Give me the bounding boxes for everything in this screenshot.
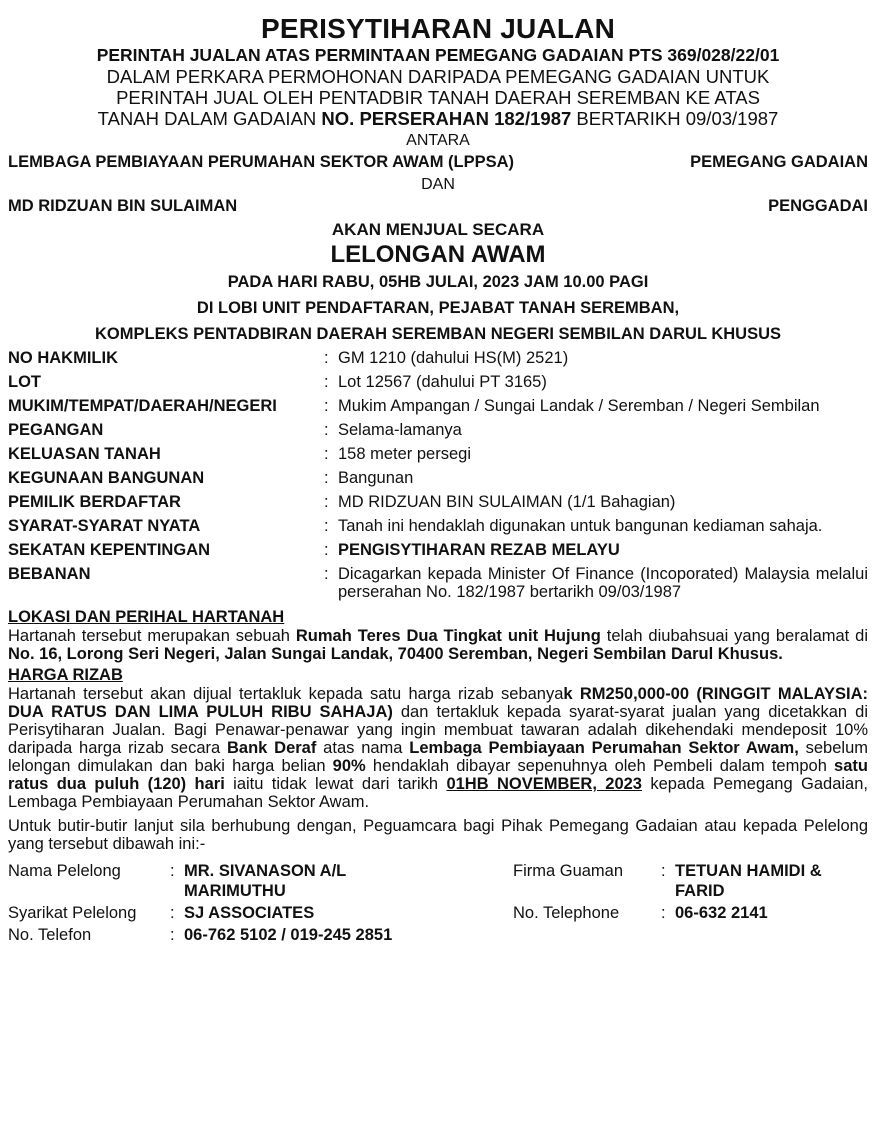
property-label: MUKIM/TEMPAT/DAERAH/NEGERI	[8, 397, 277, 415]
property-row-pegangan	[8, 421, 868, 439]
contact-row-no-telefon	[8, 925, 513, 945]
party-2-row	[8, 195, 868, 217]
colon: :	[324, 397, 329, 415]
colon: :	[661, 862, 666, 880]
harga-text-5: hendaklah dibayar sepenuhnya oleh Pembeli dalam tempoh	[365, 757, 835, 775]
balance-percent: 90%	[332, 757, 366, 775]
contact-value: SJ ASSOCIATES	[184, 904, 315, 922]
contact-value: 06-762 5102 / 019-245 2851	[184, 926, 393, 944]
property-label: PEGANGAN	[8, 421, 104, 439]
contact-row-firma-guaman	[513, 861, 868, 901]
harga-text-3: atas nama	[316, 739, 410, 757]
property-label: KEGUNAAN BANGUNAN	[8, 469, 205, 487]
property-value: Mukim Ampangan / Sungai Landak / Seremban / Negeri Sembilan	[338, 397, 820, 415]
colon: :	[324, 373, 329, 391]
property-value: PENGISYTIHARAN REZAB MELAYU	[338, 541, 620, 559]
property-label: LOT	[8, 373, 41, 391]
property-label: PEMILIK BERDAFTAR	[8, 493, 181, 511]
contact-label: No. Telephone	[513, 904, 620, 922]
property-value: Lot 12567 (dahului PT 3165)	[338, 373, 547, 391]
contact-value: TETUAN HAMIDI & FARID	[675, 862, 822, 900]
party-2-role: PENGGADAI	[768, 197, 868, 215]
harga-heading: HARGA RIZAB	[8, 666, 123, 684]
property-row-lot	[8, 373, 868, 391]
auctioneer-contacts	[8, 861, 513, 947]
lokasi-paragraph	[8, 627, 868, 663]
colon: :	[324, 541, 329, 559]
akan-menjual-line: AKAN MENJUAL SECARA	[331, 220, 545, 239]
auction-date: PADA HARI RABU, 05HB JULAI, 2023 JAM 10.00 PAGI	[227, 273, 649, 291]
property-value: Dicagarkan kepada Minister Of Finance (Incoporated) Malaysia melalui perserahan No. 182/1987 bertarikh 09/03/1987	[338, 565, 868, 601]
reserve-price: k RM250,000-00 (RINGGIT MALAYSIA: DUA RATUS DAN LIMA PULUH RIBU SAHAJA)	[8, 685, 868, 721]
colon: :	[170, 862, 175, 880]
property-value: MD RIDZUAN BIN SULAIMAN (1/1 Bahagian)	[338, 493, 676, 511]
colon: :	[324, 445, 329, 463]
harga-text-6: iaitu tidak lewat dari tarikh	[224, 775, 447, 793]
auction-notice	[8, 0, 868, 947]
contact-row-syarikat-pelelong	[8, 903, 513, 923]
document-title: PERISYTIHARAN JUALAN	[260, 13, 616, 44]
colon: :	[324, 421, 329, 439]
colon: :	[324, 517, 329, 535]
property-label: BEBANAN	[8, 565, 91, 583]
contact-row-no-telephone	[513, 903, 868, 923]
colon: :	[170, 904, 175, 922]
description-line-3	[8, 108, 868, 129]
party-1-name: LEMBAGA PEMBIAYAAN PERUMAHAN SEKTOR AWAM (LPPSA)	[8, 153, 515, 171]
order-line: PERINTAH JUALAN ATAS PERMINTAAN PEMEGANG GADAIAN PTS 369/028/22/01	[96, 45, 780, 65]
property-row-bebanan	[8, 565, 868, 601]
party-2-name: MD RIDZUAN BIN SULAIMAN	[8, 197, 238, 215]
colon: :	[324, 469, 329, 487]
colon: :	[661, 904, 666, 922]
property-row-sekatan-kepentingan	[8, 541, 868, 559]
contact-label: Nama Pelelong	[8, 862, 121, 880]
lokasi-heading: LOKASI DAN PERIHAL HARTANAH	[8, 608, 285, 626]
property-details	[8, 349, 868, 601]
lokasi-text-1: Hartanah tersebut merupakan sebuah	[8, 627, 296, 645]
contact-label: Firma Guaman	[513, 862, 624, 880]
payment-deadline: 01HB NOVEMBER, 2023	[446, 775, 642, 793]
contact-row-nama-pelelong	[8, 861, 513, 901]
lawyer-contacts	[513, 861, 868, 947]
property-value: Tanah ini hendaklah digunakan untuk bangunan kediaman sahaja.	[338, 517, 823, 535]
property-value: GM 1210 (dahului HS(M) 2521)	[338, 349, 569, 367]
harga-text-7: kepada Pemegang Gadaian, Lembaga Pembiayaan Perumahan Sektor Awam.	[8, 775, 868, 811]
contact-intro: Untuk butir-butir lanjut sila berhubung dengan, Peguamcara bagi Pihak Pemegang Gadaian atau kepada Pelelong yang tersebut dibawah ini:-	[8, 817, 868, 853]
property-label: SYARAT-SYARAT NYATA	[8, 517, 201, 535]
property-row-keluasan-tanah	[8, 445, 868, 463]
party-1-role: PEMEGANG GADAIAN	[690, 153, 868, 171]
payee-name: Lembaga Pembiayaan Perumahan Sektor Awam,	[409, 739, 799, 757]
bank-draft: Bank Deraf	[227, 739, 317, 757]
property-row-mukim-tempat-daerah-negeri	[8, 397, 868, 415]
dan-label: DAN	[421, 176, 455, 193]
property-type: Rumah Teres Dua Tingkat unit Hujung	[295, 627, 601, 645]
description-text: TANAH DALAM GADAIAN	[97, 108, 322, 129]
property-label: SEKATAN KEPENTINGAN	[8, 541, 210, 559]
property-row-syarat-syarat-nyata	[8, 517, 868, 535]
property-row-pemilik-berdaftar	[8, 493, 868, 511]
harga-text-1: Hartanah tersebut akan dijual tertakluk kepada satu harga rizab sebanya	[8, 685, 564, 703]
contact-label: No. Telefon	[8, 926, 92, 944]
contacts-section	[8, 861, 868, 947]
property-address: No. 16, Lorong Seri Negeri, Jalan Sungai Landak, 70400 Seremban, Negeri Sembilan Darul Khusus.	[8, 645, 783, 663]
colon: :	[324, 349, 329, 367]
party-1-row	[8, 151, 868, 173]
property-value: Bangunan	[338, 469, 414, 487]
perserahan-number: NO. PERSERAHAN 182/1987	[321, 108, 572, 129]
contact-value: MR. SIVANASON A/L MARIMUTHU	[184, 862, 346, 900]
colon: :	[324, 565, 329, 583]
venue-line-1: DI LOBI UNIT PENDAFTARAN, PEJABAT TANAH SEREMBAN,	[196, 299, 680, 317]
lelongan-awam-title: LELONGAN AWAM	[330, 241, 546, 268]
property-label: KELUASAN TANAH	[8, 445, 161, 463]
property-label: NO HAKMILIK	[8, 349, 118, 367]
description-line-2: PERINTAH JUAL OLEH PENTADBIR TANAH DAERAH SEREMBAN KE ATAS	[116, 87, 760, 108]
contact-label: Syarikat Pelelong	[8, 904, 137, 922]
property-row-kegunaan-bangunan	[8, 469, 868, 487]
description-date: BERTARIKH 09/03/1987	[571, 108, 779, 129]
contact-value: 06-632 2141	[675, 904, 768, 922]
antara-label: ANTARA	[406, 132, 470, 149]
colon: :	[170, 926, 175, 944]
venue-line-2: KOMPLEKS PENTADBIRAN DAERAH SEREMBAN NEGERI SEMBILAN DARUL KHUSUS	[94, 325, 781, 343]
payment-period: satu ratus dua puluh (120) hari	[8, 757, 868, 793]
harga-paragraph	[8, 685, 868, 811]
property-value: 158 meter persegi	[338, 445, 471, 463]
lokasi-text-2: telah diubahsuai yang beralamat di	[600, 627, 869, 645]
property-value: Selama-lamanya	[338, 421, 462, 439]
colon: :	[324, 493, 329, 511]
harga-text-2: dan tertakluk kepada syarat-syarat jualan yang dicetakkan di Perisytiharan Jualan. Bagi Penawar-penawar yang ingin membuat tawaran adalah dikehendaki mendeposit 10% daripada harga rizab secara	[8, 703, 868, 757]
harga-text-4: sebelum lelongan dimulakan dan baki harga belian	[8, 739, 869, 775]
description-line-1: DALAM PERKARA PERMOHONAN DARIPADA PEMEGANG GADAIAN UNTUK	[106, 66, 770, 87]
property-row-no-hakmilik	[8, 349, 868, 367]
